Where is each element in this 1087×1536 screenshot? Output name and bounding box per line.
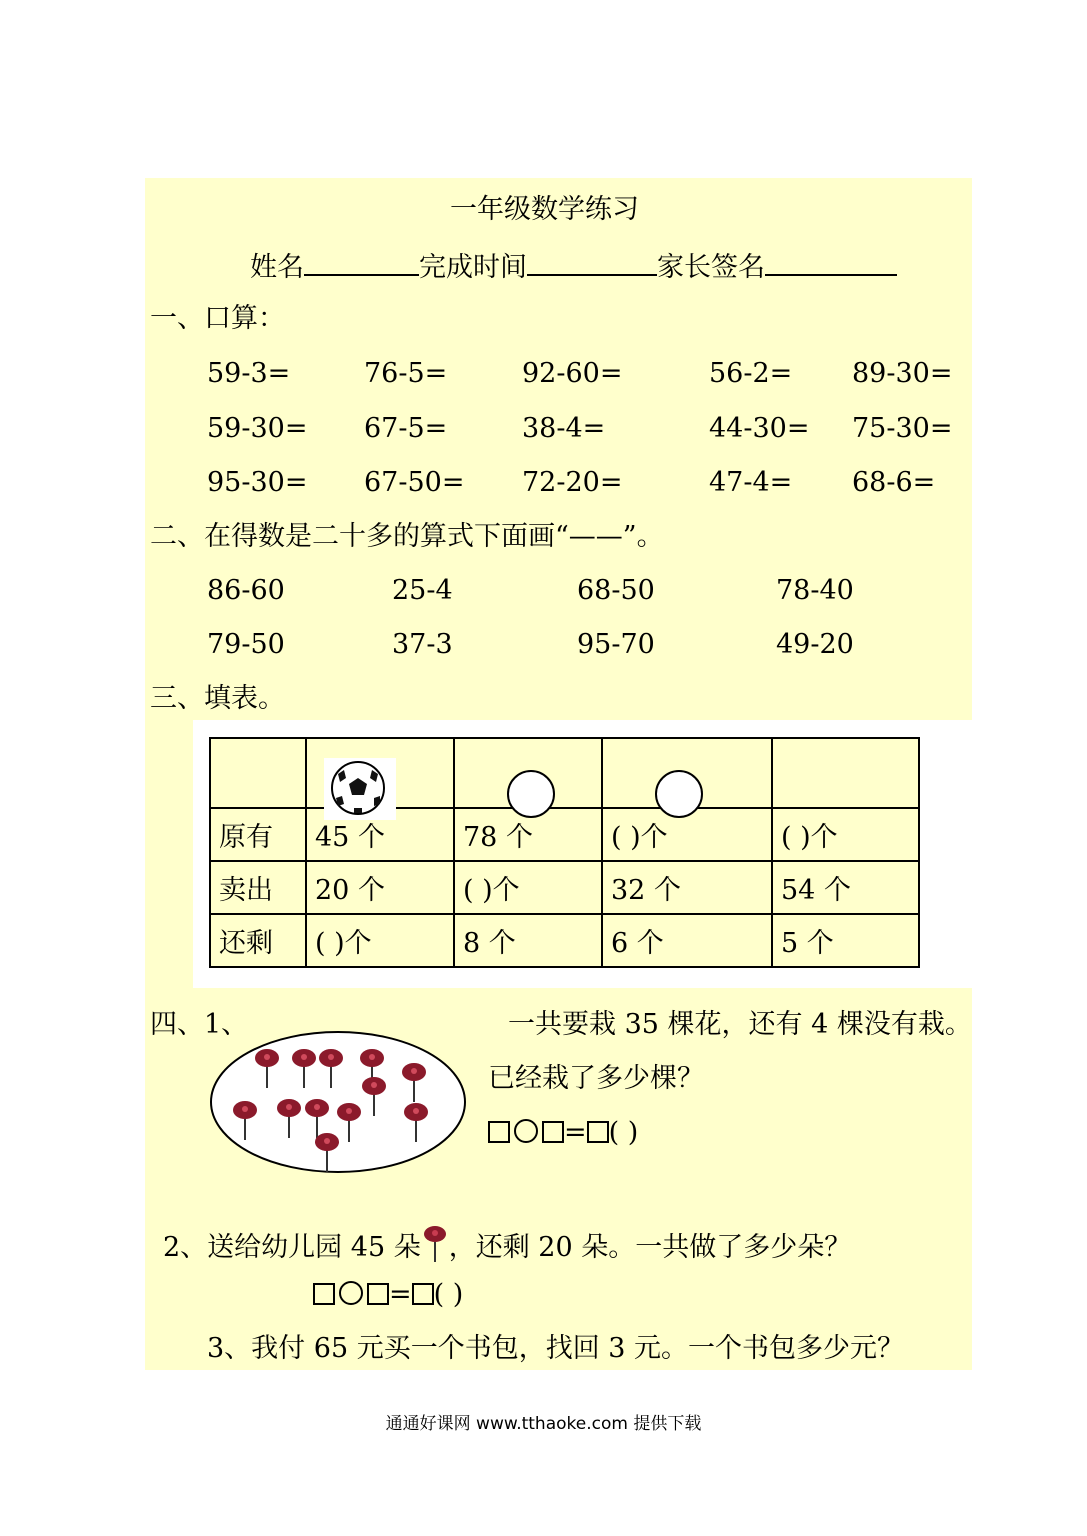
s2-item: 86-60 xyxy=(207,575,285,606)
ball-icon xyxy=(507,770,555,818)
time-blank xyxy=(527,248,657,276)
name-blank xyxy=(304,248,419,276)
table-cell: 6 个 xyxy=(602,914,772,967)
table-cell: 32 个 xyxy=(602,861,772,914)
s2-item: 25-4 xyxy=(392,575,453,606)
answer-box xyxy=(488,1121,510,1143)
s1-item: 44-30= xyxy=(709,413,810,444)
table-cell: 54 个 xyxy=(772,861,919,914)
s1-item: 89-30= xyxy=(852,358,953,389)
answer-box xyxy=(587,1121,609,1143)
q2-text xyxy=(163,1224,851,1265)
q3-text: 3、我付 65 元买一个书包，找回 3 元。一个书包多少元？ xyxy=(207,1333,905,1364)
table-cell: ( )个 xyxy=(306,914,454,967)
footer-text: 通通好课网 www.tthaoke.com 提供下载 xyxy=(385,1414,702,1434)
row-label: 卖出 xyxy=(210,861,306,914)
answer-box xyxy=(313,1283,335,1305)
s1-item: 59-3= xyxy=(207,358,291,389)
s1-item: 67-50= xyxy=(364,467,465,498)
info-line xyxy=(250,248,897,285)
time-label: 完成时间 xyxy=(419,252,527,283)
name-label: 姓名 xyxy=(250,252,304,283)
fill-table xyxy=(209,737,920,968)
table-row xyxy=(210,808,919,861)
worksheet-title: 一年级数学练习 xyxy=(450,194,639,225)
s2-item: 49-20 xyxy=(776,629,854,660)
sign-label: 家长签名 xyxy=(657,252,765,283)
table-cell: 5 个 xyxy=(772,914,919,967)
row-label: 还剩 xyxy=(210,914,306,967)
s2-item: 95-70 xyxy=(577,629,655,660)
q2-equation xyxy=(313,1278,463,1312)
section-3-heading: 三、填表。 xyxy=(150,683,285,714)
sign-blank xyxy=(765,248,897,276)
unit-paren: ( ) xyxy=(608,1117,639,1148)
row-label: 原有 xyxy=(210,808,306,861)
s2-item: 78-40 xyxy=(776,575,854,606)
soccer-ball-icon xyxy=(324,758,396,820)
s1-item: 47-4= xyxy=(709,467,793,498)
table-header-cell xyxy=(772,738,919,808)
s1-item: 72-20= xyxy=(522,467,623,498)
q1-label: 四、1、 xyxy=(150,1009,249,1040)
ball-icon xyxy=(655,770,703,818)
table-cell: 8 个 xyxy=(454,914,602,967)
equals-sign: = xyxy=(389,1279,412,1310)
section-2-heading: 二、在得数是二十多的算式下面画“——”。 xyxy=(150,521,664,552)
answer-box xyxy=(412,1283,434,1305)
table-cell: 20 个 xyxy=(306,861,454,914)
table-cell: ( )个 xyxy=(772,808,919,861)
s1-item: 68-6= xyxy=(852,467,936,498)
s2-item: 79-50 xyxy=(207,629,285,660)
s1-item: 92-60= xyxy=(522,358,623,389)
s2-item: 68-50 xyxy=(577,575,655,606)
s1-item: 56-2= xyxy=(709,358,793,389)
table-corner-cell xyxy=(210,738,306,808)
s1-item: 38-4= xyxy=(522,413,606,444)
table-row xyxy=(210,861,919,914)
s1-item: 95-30= xyxy=(207,467,308,498)
table-row xyxy=(210,914,919,967)
table-cell: 45 个 xyxy=(306,808,454,861)
s1-item: 59-30= xyxy=(207,413,308,444)
table-cell: 78 个 xyxy=(454,808,602,861)
s1-item: 75-30= xyxy=(852,413,953,444)
table-cell: ( )个 xyxy=(602,808,772,861)
operator-circle xyxy=(514,1119,538,1143)
q2-text-a: 2、送给幼儿园 45 朵 xyxy=(163,1232,421,1263)
s1-item: 76-5= xyxy=(364,358,448,389)
s1-item: 67-5= xyxy=(364,413,448,444)
answer-box xyxy=(367,1283,389,1305)
q1-equation xyxy=(488,1116,638,1150)
q1-text: 一共要栽 35 棵花，还有 4 棵没有栽。 xyxy=(508,1009,972,1040)
answer-box xyxy=(542,1121,564,1143)
s2-item: 37-3 xyxy=(392,629,453,660)
operator-circle xyxy=(339,1281,363,1305)
q2-text-b: ，还剩 20 朵。一共做了多少朵？ xyxy=(448,1232,852,1263)
section-1-heading: 一、口算： xyxy=(150,303,285,334)
equals-sign: = xyxy=(564,1117,587,1148)
q1-question: 已经栽了多少棵？ xyxy=(488,1063,704,1094)
flower-icon xyxy=(421,1224,449,1258)
table-header-row xyxy=(210,738,919,808)
flower-ellipse xyxy=(209,1030,467,1175)
unit-paren: ( ) xyxy=(433,1279,464,1310)
table-cell: ( )个 xyxy=(454,861,602,914)
